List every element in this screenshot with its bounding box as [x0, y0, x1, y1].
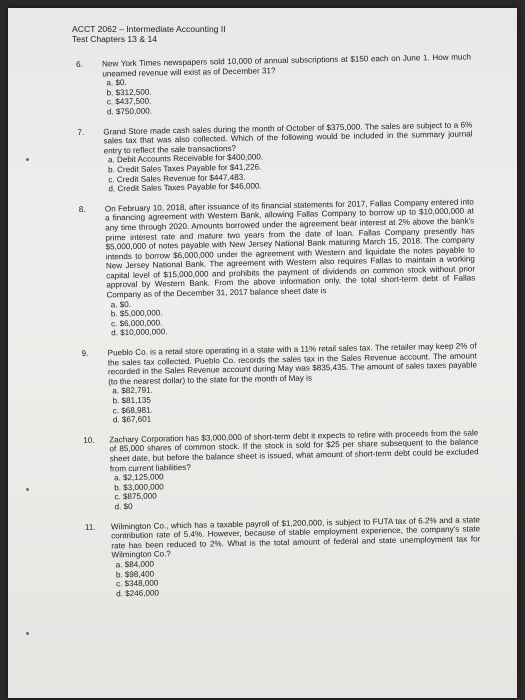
option-a: a. $2,125,000: [113, 472, 164, 483]
question-text: Zachary Corporation has $3,000,000 of short-term debt it expects to retire with proceeds from the sale of 85,000 shares of common stock. If the stock is sold for $25 per share subsequent to the balance sheet date, but before the balance sheet is issued, what amount of short-term debt could be excluded from current liabilities?: [109, 428, 479, 473]
option-b: b. $5,000,000.: [110, 308, 163, 319]
question-list: [76, 52, 481, 609]
document-page: [8, 8, 517, 698]
option-c: c. $6,000,000.: [110, 318, 163, 329]
question-10: [83, 428, 479, 512]
question-text: Wilmington Co., which has a taxable payroll of $1,200,000, is subject to FUTA tax of 6.2% and a state contribution rate of 5.4%. However, because of stable employment experience, the company's state rate has been reduced to 2%. What is the total amount of federal and state unemployment tax for Wilmington Co.?: [110, 514, 481, 560]
answer-options: [110, 466, 480, 511]
option-b: b. $98,400: [115, 569, 155, 579]
option-c: c. Credit Sales Revenue for $447,483.: [108, 172, 246, 184]
margin-hole-mark: [26, 488, 29, 491]
test-title: Test Chapters 13 & 14: [72, 34, 158, 44]
option-c: c. $348,000: [115, 578, 159, 589]
question-text: Grand Store made cash sales during the month of October of $375,000. The sales are subject to a 6% sales tax that was also collected. Which of the following would be included in the summary journal entry to reflect the sale transactions?: [103, 119, 473, 156]
margin-hole-mark: [26, 158, 29, 161]
page-header: [72, 24, 226, 44]
option-a: a. $0.: [110, 299, 132, 310]
option-b: b. $81,135: [112, 395, 151, 406]
option-d: d. $750,000.: [106, 106, 153, 117]
answer-options: [104, 149, 474, 194]
question-text: On February 10, 2018, after issuance of its financial statements for 2017, Fallas Company entered into a financing agreement with Western Bank, allowing Fallas Company to borrow up to $10,000,000 at any time through 2020. Amounts borrowed under the agreement bear interest at 2% above the bank's prime interest rate and mature two years from the date of loan. Fallas Company presently has $5,000,000 of notes payable with New Jersey National Bank maturing March 15, 2018. The company intends to borrow $6,000,000 under the agreement with Western and liquidate the notes payable to New Jersey National Bank. The agreement with Western also requires Fallas to maintain a working capital level of $15,000,000 and prohibits the payment of dividends on common stock without prior approval by Western Bank. From the above information only, the total short-term debt of Fallas Company as of the December 31, 2017 balance sheet date is: [104, 197, 476, 300]
question-8: [79, 197, 477, 339]
question-6: [76, 52, 472, 117]
option-d: d. $67,601: [112, 414, 152, 425]
question-number: 7.: [77, 127, 85, 137]
question-number: 9.: [81, 348, 89, 358]
option-c: c. $68,981.: [112, 405, 153, 415]
option-b: b. Credit Sales Taxes Payable for $41,226.: [108, 162, 262, 175]
option-a: a. $82,791.: [112, 385, 153, 396]
question-text: Pueblo Co. is a retail store operating in a state with a 11% retail sales tax. The retailer may keep 2% of the sales tax collected. Pueblo Co. records the sales tax in the Sales Revenue account. The amount recorded in the Sales Revenue account during May was $835,435. The amount of sales taxes payable (to the nearest dollar) to the state for the month of May is: [107, 341, 478, 387]
option-d: d. $10,000,000.: [111, 327, 168, 338]
option-d: d. Credit Sales Taxes Payable for $46,000.: [108, 181, 262, 194]
question-9: [82, 341, 478, 425]
question-number: 6.: [76, 59, 83, 69]
option-d: d. $246,000: [116, 588, 160, 599]
answer-options: [108, 380, 478, 425]
option-d: d. $0: [114, 501, 133, 512]
option-b: b. $3,000,000: [114, 482, 164, 493]
option-a: a. Debit Accounts Receivable for $400,000.: [107, 152, 264, 165]
question-number: 8.: [78, 204, 86, 214]
question-11: [85, 515, 481, 599]
option-b: b. $312,500.: [106, 87, 152, 98]
course-title: ACCT 2062 – Intermediate Accounting II: [72, 24, 226, 34]
question-number: 11.: [84, 522, 96, 532]
question-number: 10.: [83, 435, 95, 445]
answer-options: [107, 293, 477, 338]
option-c: c. $875,000: [114, 491, 157, 502]
question-7: [77, 120, 473, 195]
answer-options: [112, 553, 482, 598]
option-a: a. $0.: [106, 78, 127, 88]
margin-hole-mark: [26, 632, 29, 635]
option-a: a. $84,000: [115, 559, 155, 570]
answer-options: [102, 72, 472, 117]
option-c: c. $437,500.: [106, 96, 152, 107]
question-text: New York Times newspapers sold 10,000 of annual subscriptions at $150 each on June 1. How much unearned revenue will exist as of December 31?: [101, 52, 472, 79]
